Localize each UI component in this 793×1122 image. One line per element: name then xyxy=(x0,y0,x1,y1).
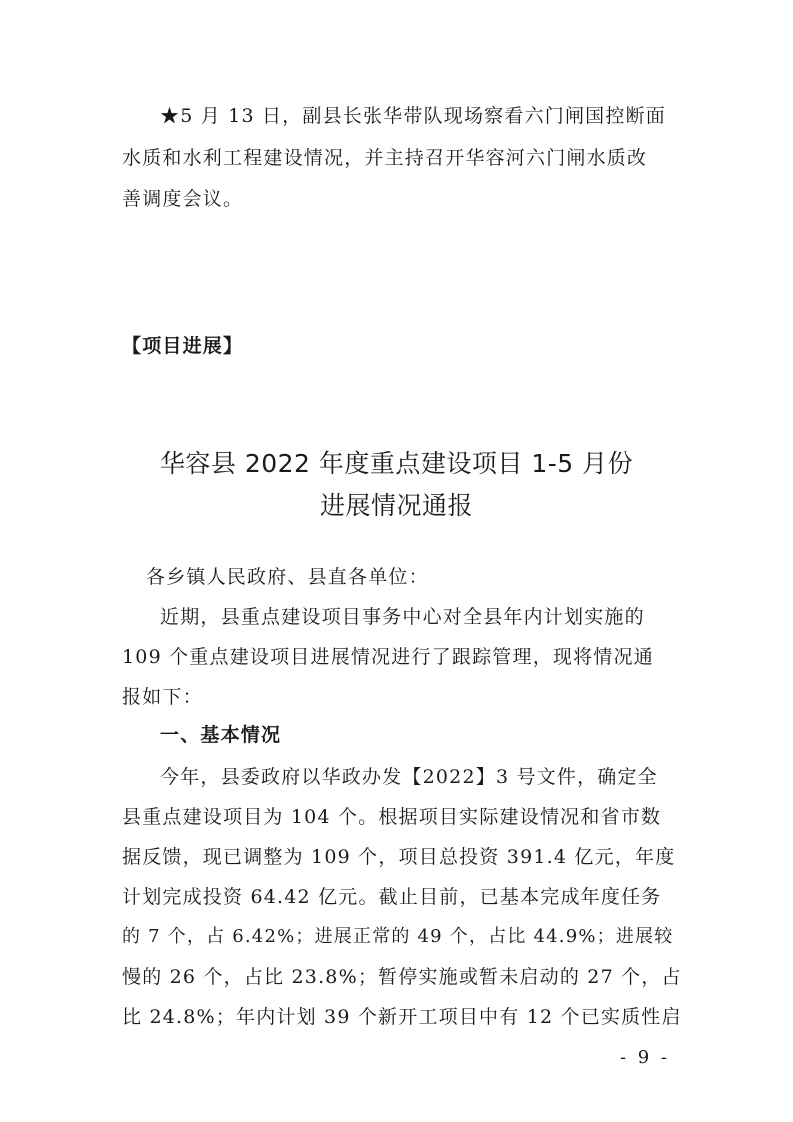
section-label: 【项目进展】 xyxy=(122,335,244,357)
report-title-line-2: 进展情况通报 xyxy=(319,491,473,520)
body-line-5: 的 7 个，占 6.42%；进展正常的 49 个，占比 44.9%；进展较 xyxy=(122,926,674,947)
intro-line-1: 近期，县重点建设项目事务中心对全县年内计划实施的 xyxy=(160,606,645,628)
page-number: - 9 - xyxy=(619,1047,670,1068)
subheading-basic-situation: 一、基本情况 xyxy=(160,724,282,746)
body-line-6: 慢的 26 个，占比 23.8%；暂停实施或暂未启动的 27 个，占 xyxy=(122,966,682,988)
news-line-2: 水质和水利工程建设情况，并主持召开华容河六门闸水质改 xyxy=(122,147,648,169)
body-line-3: 据反馈，现已调整为 109 个，项目总投资 391.4 亿元，年度 xyxy=(122,846,676,868)
report-title-line-1: 华容县 2022 年度重点建设项目 1-5 月份 xyxy=(159,449,634,478)
body-line-1: 今年，县委政府以华政办发【2022】3 号文件，确定全 xyxy=(160,766,658,788)
intro-line-3: 报如下： xyxy=(122,686,203,708)
salutation: 各乡镇人民政府、县直各单位： xyxy=(146,566,429,588)
news-line-1: ★5 月 13 日，副县长张华带队现场察看六门闸国控断面 xyxy=(160,105,666,127)
body-line-2: 县重点建设项目为 104 个。根据项目实际建设情况和省市数 xyxy=(122,806,662,828)
news-line-3: 善调度会议。 xyxy=(122,188,244,210)
body-line-4: 计划完成投资 64.42 亿元。截止目前，已基本完成年度任务 xyxy=(122,886,662,908)
body-line-7: 比 24.8%；年内计划 39 个新开工项目中有 12 个已实质性启 xyxy=(122,1006,682,1028)
intro-line-2: 109 个重点建设项目进展情况进行了跟踪管理，现将情况通 xyxy=(122,646,654,668)
